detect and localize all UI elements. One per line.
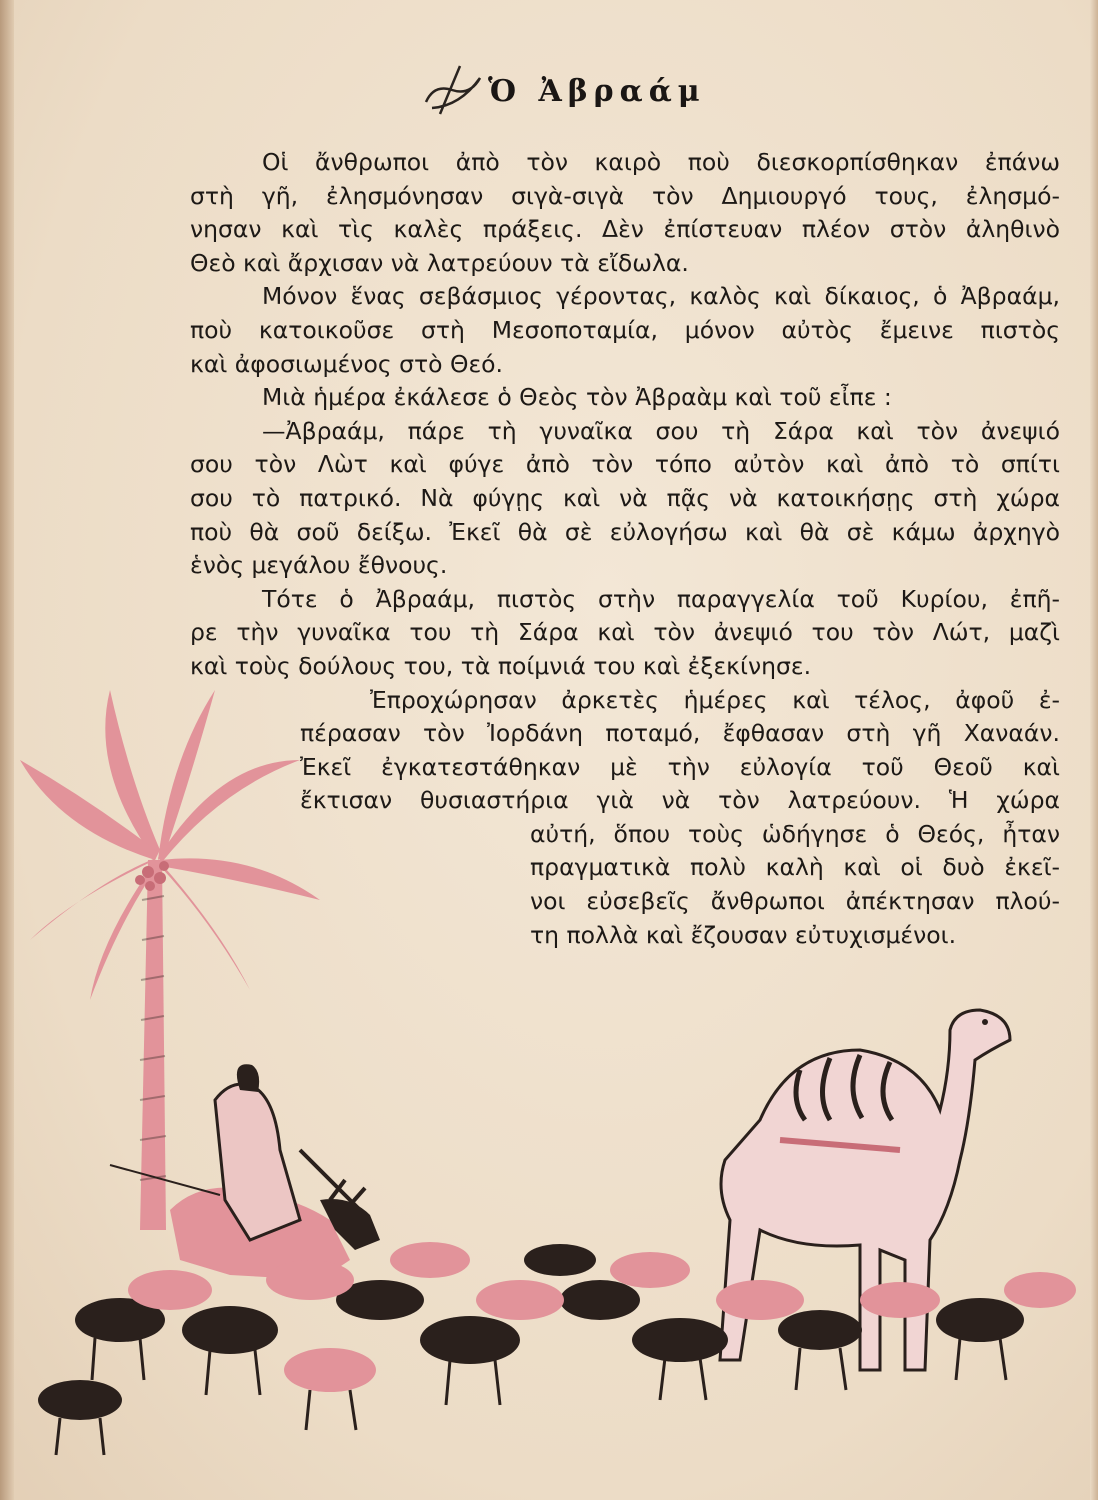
text-line: νοι εὐσεβεῖς ἄνθρωποι ἀπέκτησαν πλού- — [530, 887, 1060, 916]
text-line: Θεὸ καὶ ἄρχισαν νὰ λατρεύουν τὰ εἴδωλα. — [190, 248, 689, 277]
text-line: τη πολλὰ καὶ ἔζουσαν εὐτυχισμένοι. — [530, 920, 957, 949]
text-line: πέρασαν τὸν Ἰορδάνη ποταμό, ἔφθασαν στὴ γῆ Χαναάν. — [300, 719, 1060, 748]
handwritten-mark-icon — [420, 62, 490, 122]
text-line: στὴ γῆ, ἐλησμόνησαν σιγὰ-σιγὰ τὸν Δημιουργό τους, ἐλησμό- — [190, 181, 1060, 210]
body-text — [190, 146, 1060, 952]
text-line: σου τὸν Λὼτ καὶ φύγε ἀπὸ τὸν τόπο αὐτὸν καὶ ἀπὸ τὸ σπίτι — [190, 450, 1060, 479]
text-line: —Ἀβραάμ, πάρε τὴ γυναῖκα σου τὴ Σάρα καὶ τὸν ἀνεψιό — [262, 416, 1060, 445]
text-line: σου τὸ πατρικό. Νὰ φύγῃς καὶ νὰ πᾷς νὰ κατοικήσῃς στὴ χώρα — [190, 483, 1060, 512]
text-line: αὐτή, ὅπου τοὺς ὡδήγησε ὁ Θεός, ἦταν — [530, 819, 1060, 848]
text-line: ἔκτισαν θυσιαστήρια γιὰ νὰ τὸν λατρεύουν. Ἡ χώρα — [300, 786, 1060, 815]
text-line: καὶ τοὺς δούλους του, τὰ ποίμνιά του καὶ ἐξεκίνησε. — [190, 651, 812, 680]
text-line: Οἱ ἄνθρωποι ἀπὸ τὸν καιρὸ ποὺ διεσκορπίσθηκαν ἐπάνω — [262, 148, 1060, 176]
text-line: καὶ ἀφοσιωμένος στὸ Θεό. — [190, 349, 504, 378]
text-line: Ἐπροχώρησαν ἀρκετὲς ἡμέρες καὶ τέλος, ἀφοῦ ἐ- — [370, 685, 1060, 714]
text-line: νησαν καὶ τὶς καλὲς πράξεις. Δὲν ἐπίστευαν πλέον στὸν ἀληθινὸ — [190, 215, 1060, 244]
text-line: ρε τὴν γυναῖκα του τὴ Σάρα καὶ τὸν ἀνεψιό του τὸν Λώτ, μαζὶ — [190, 618, 1060, 647]
rider-icon — [110, 1064, 380, 1280]
text-line: Μιὰ ἡμέρα ἐκάλεσε ὁ Θεὸς τὸν Ἀβραὰμ καὶ τοῦ εἶπε : — [262, 383, 892, 412]
text-line: ποὺ κατοικοῦσε στὴ Μεσοποταμία, μόνον αὐτὸς ἔμεινε πιστὸς — [190, 315, 1060, 344]
text-line: ποὺ θὰ σοῦ δείξω. Ἐκεῖ θὰ σὲ εὐλογήσω καὶ θὰ σὲ κάμω ἀρχηγὸ — [190, 517, 1060, 546]
page-title: Ὁ Ἀβραάμ — [488, 74, 706, 109]
text-line: πραγματικὰ πολὺ καλὴ καὶ οἱ δυὸ ἐκεῖ- — [530, 853, 1060, 882]
text-line: Ἐκεῖ ἐγκατεστάθηκαν μὲ τὴν εὐλογία τοῦ Θεοῦ καὶ — [300, 752, 1060, 781]
goats-flock-icon — [38, 1242, 1076, 1455]
text-line: Τότε ὁ Ἀβραάμ, πιστὸς στὴν παραγγελία τοῦ Κυρίου, ἐπῆ- — [262, 584, 1060, 613]
camel-icon — [720, 1010, 1010, 1370]
text-line: Μόνον ἕνας σεβάσμιος γέροντας, καλὸς καὶ δίκαιος, ὁ Ἀβραάμ, — [262, 282, 1060, 311]
title-block — [420, 62, 800, 122]
text-line: ἑνὸς μεγάλου ἔθνους. — [190, 551, 448, 580]
